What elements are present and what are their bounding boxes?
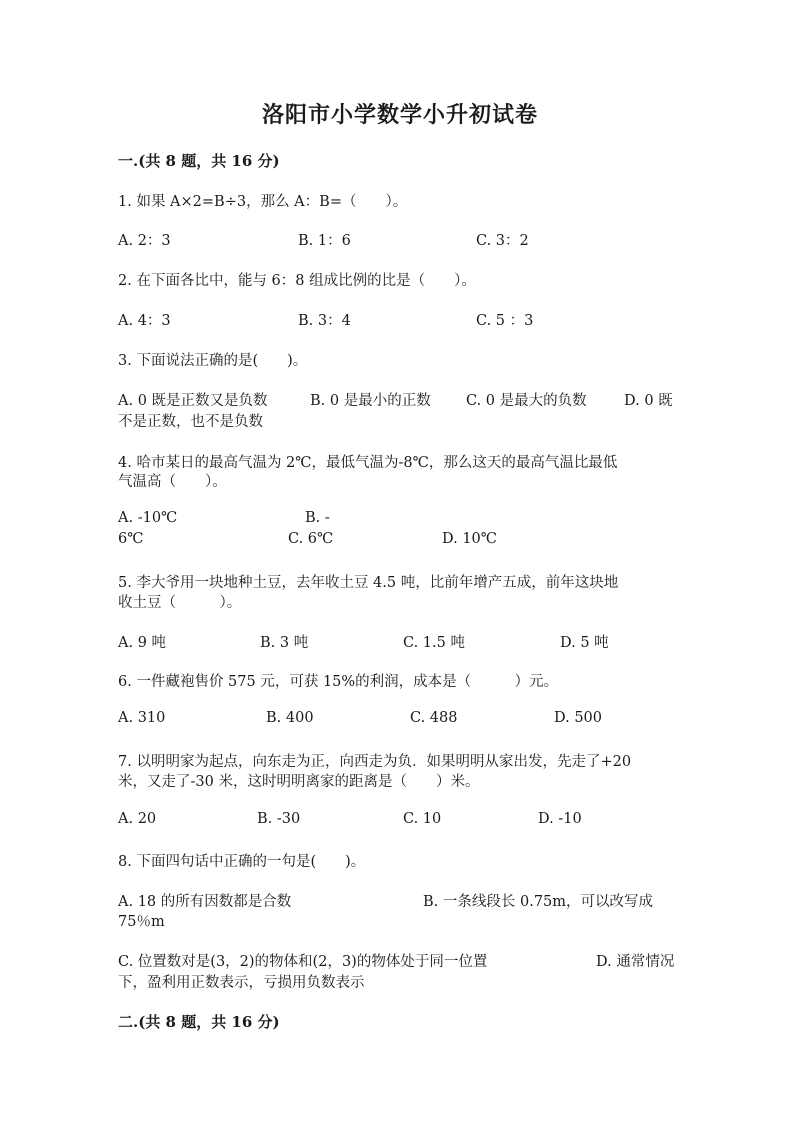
question-8-text: 8. 下面四句话中正确的一句是( )。 xyxy=(118,854,366,870)
question-6-option-c: C. 488 xyxy=(410,710,458,726)
question-7-option-d: D. -10 xyxy=(538,811,582,827)
question-5-option-a: A. 9 吨 xyxy=(118,635,167,651)
question-1-option-c: C. 3：2 xyxy=(476,233,529,249)
question-1-option-a: A. 2：3 xyxy=(118,233,171,249)
question-3-text: 3. 下面说法正确的是( )。 xyxy=(118,353,308,369)
question-7-option-b: B. -30 xyxy=(257,811,301,827)
question-2-option-c: C. 5 ：3 xyxy=(476,313,534,329)
question-4-option-a: A. -10℃ xyxy=(118,510,178,526)
question-7-option-a: A. 20 xyxy=(118,811,157,827)
question-1-text: 1. 如果 A×2=B÷3，那么 A：B=（ ）。 xyxy=(118,194,408,210)
question-4-option-c: C. 6℃ xyxy=(288,531,334,547)
question-4-text-line-2: 气温高（ ）。 xyxy=(118,474,227,490)
question-7-text-line-2: 米，又走了-30 米，这时明明离家的距离是（ ）米。 xyxy=(118,774,480,790)
question-8-option-d: D. 通常情况 xyxy=(596,954,675,970)
question-3-option-b: B. 0 是最小的正数 xyxy=(310,393,431,409)
page-title: 洛阳市小学数学小升初试卷 xyxy=(261,102,538,128)
question-3-option-c: C. 0 是最大的负数 xyxy=(466,393,587,409)
question-5-text-line-1: 5. 李大爷用一块地种土豆，去年收土豆 4.5 吨，比前年增产五成，前年这块地 xyxy=(118,575,619,591)
question-8-option-b-continued: 75％m xyxy=(118,914,165,930)
question-6-option-a: A. 310 xyxy=(118,710,166,726)
question-6-option-b: B. 400 xyxy=(266,710,314,726)
section-heading-2: 二.(共 8 题，共 16 分) xyxy=(118,1013,280,1031)
question-5-option-c: C. 1.5 吨 xyxy=(403,635,465,651)
question-7-option-c: C. 10 xyxy=(403,811,442,827)
question-7-text-line-1: 7. 以明明家为起点，向东走为正，向西走为负．如果明明从家出发，先走了+20 xyxy=(118,754,632,770)
question-8-option-a: A. 18 的所有因数都是合数 xyxy=(118,894,292,910)
question-5-option-d: D. 5 吨 xyxy=(560,635,609,651)
question-2-option-a: A. 4：3 xyxy=(118,313,171,329)
question-4-text-line-1: 4. 哈市某日的最高气温为 2℃，最低气温为-8℃，那么这天的最高气温比最低 xyxy=(118,455,618,471)
question-6-text: 6. 一件藏袍售价 575 元，可获 15%的利润，成本是（ ）元。 xyxy=(118,674,559,690)
question-8-option-b: B. 一条线段长 0.75m，可以改写成 xyxy=(423,894,654,910)
question-5-option-b: B. 3 吨 xyxy=(260,635,309,651)
question-8-option-d-continued: 下，盈利用正数表示，亏损用负数表示 xyxy=(118,975,365,991)
question-3-option-d-continued: 不是正数，也不是负数 xyxy=(118,414,263,430)
question-3-option-d: D. 0 既 xyxy=(624,393,673,409)
question-4-option-b: B. - xyxy=(305,510,330,526)
question-5-text-line-2: 收土豆（ ）。 xyxy=(118,595,242,611)
section-heading-1: 一.(共 8 题，共 16 分) xyxy=(118,152,280,170)
question-4-option-d: D. 10℃ xyxy=(442,531,497,547)
question-2-text: 2. 在下面各比中，能与 6：8 组成比例的比是（ ）。 xyxy=(118,273,476,289)
question-8-option-c: C. 位置数对是(3，2)的物体和(2，3)的物体处于同一位置 xyxy=(118,954,488,970)
question-2-option-b: B. 3：4 xyxy=(298,313,351,329)
question-6-option-d: D. 500 xyxy=(554,710,603,726)
question-3-option-a: A. 0 既是正数又是负数 xyxy=(118,393,268,409)
question-1-option-b: B. 1：6 xyxy=(298,233,351,249)
question-4-option-b-continued: 6℃ xyxy=(118,531,144,547)
